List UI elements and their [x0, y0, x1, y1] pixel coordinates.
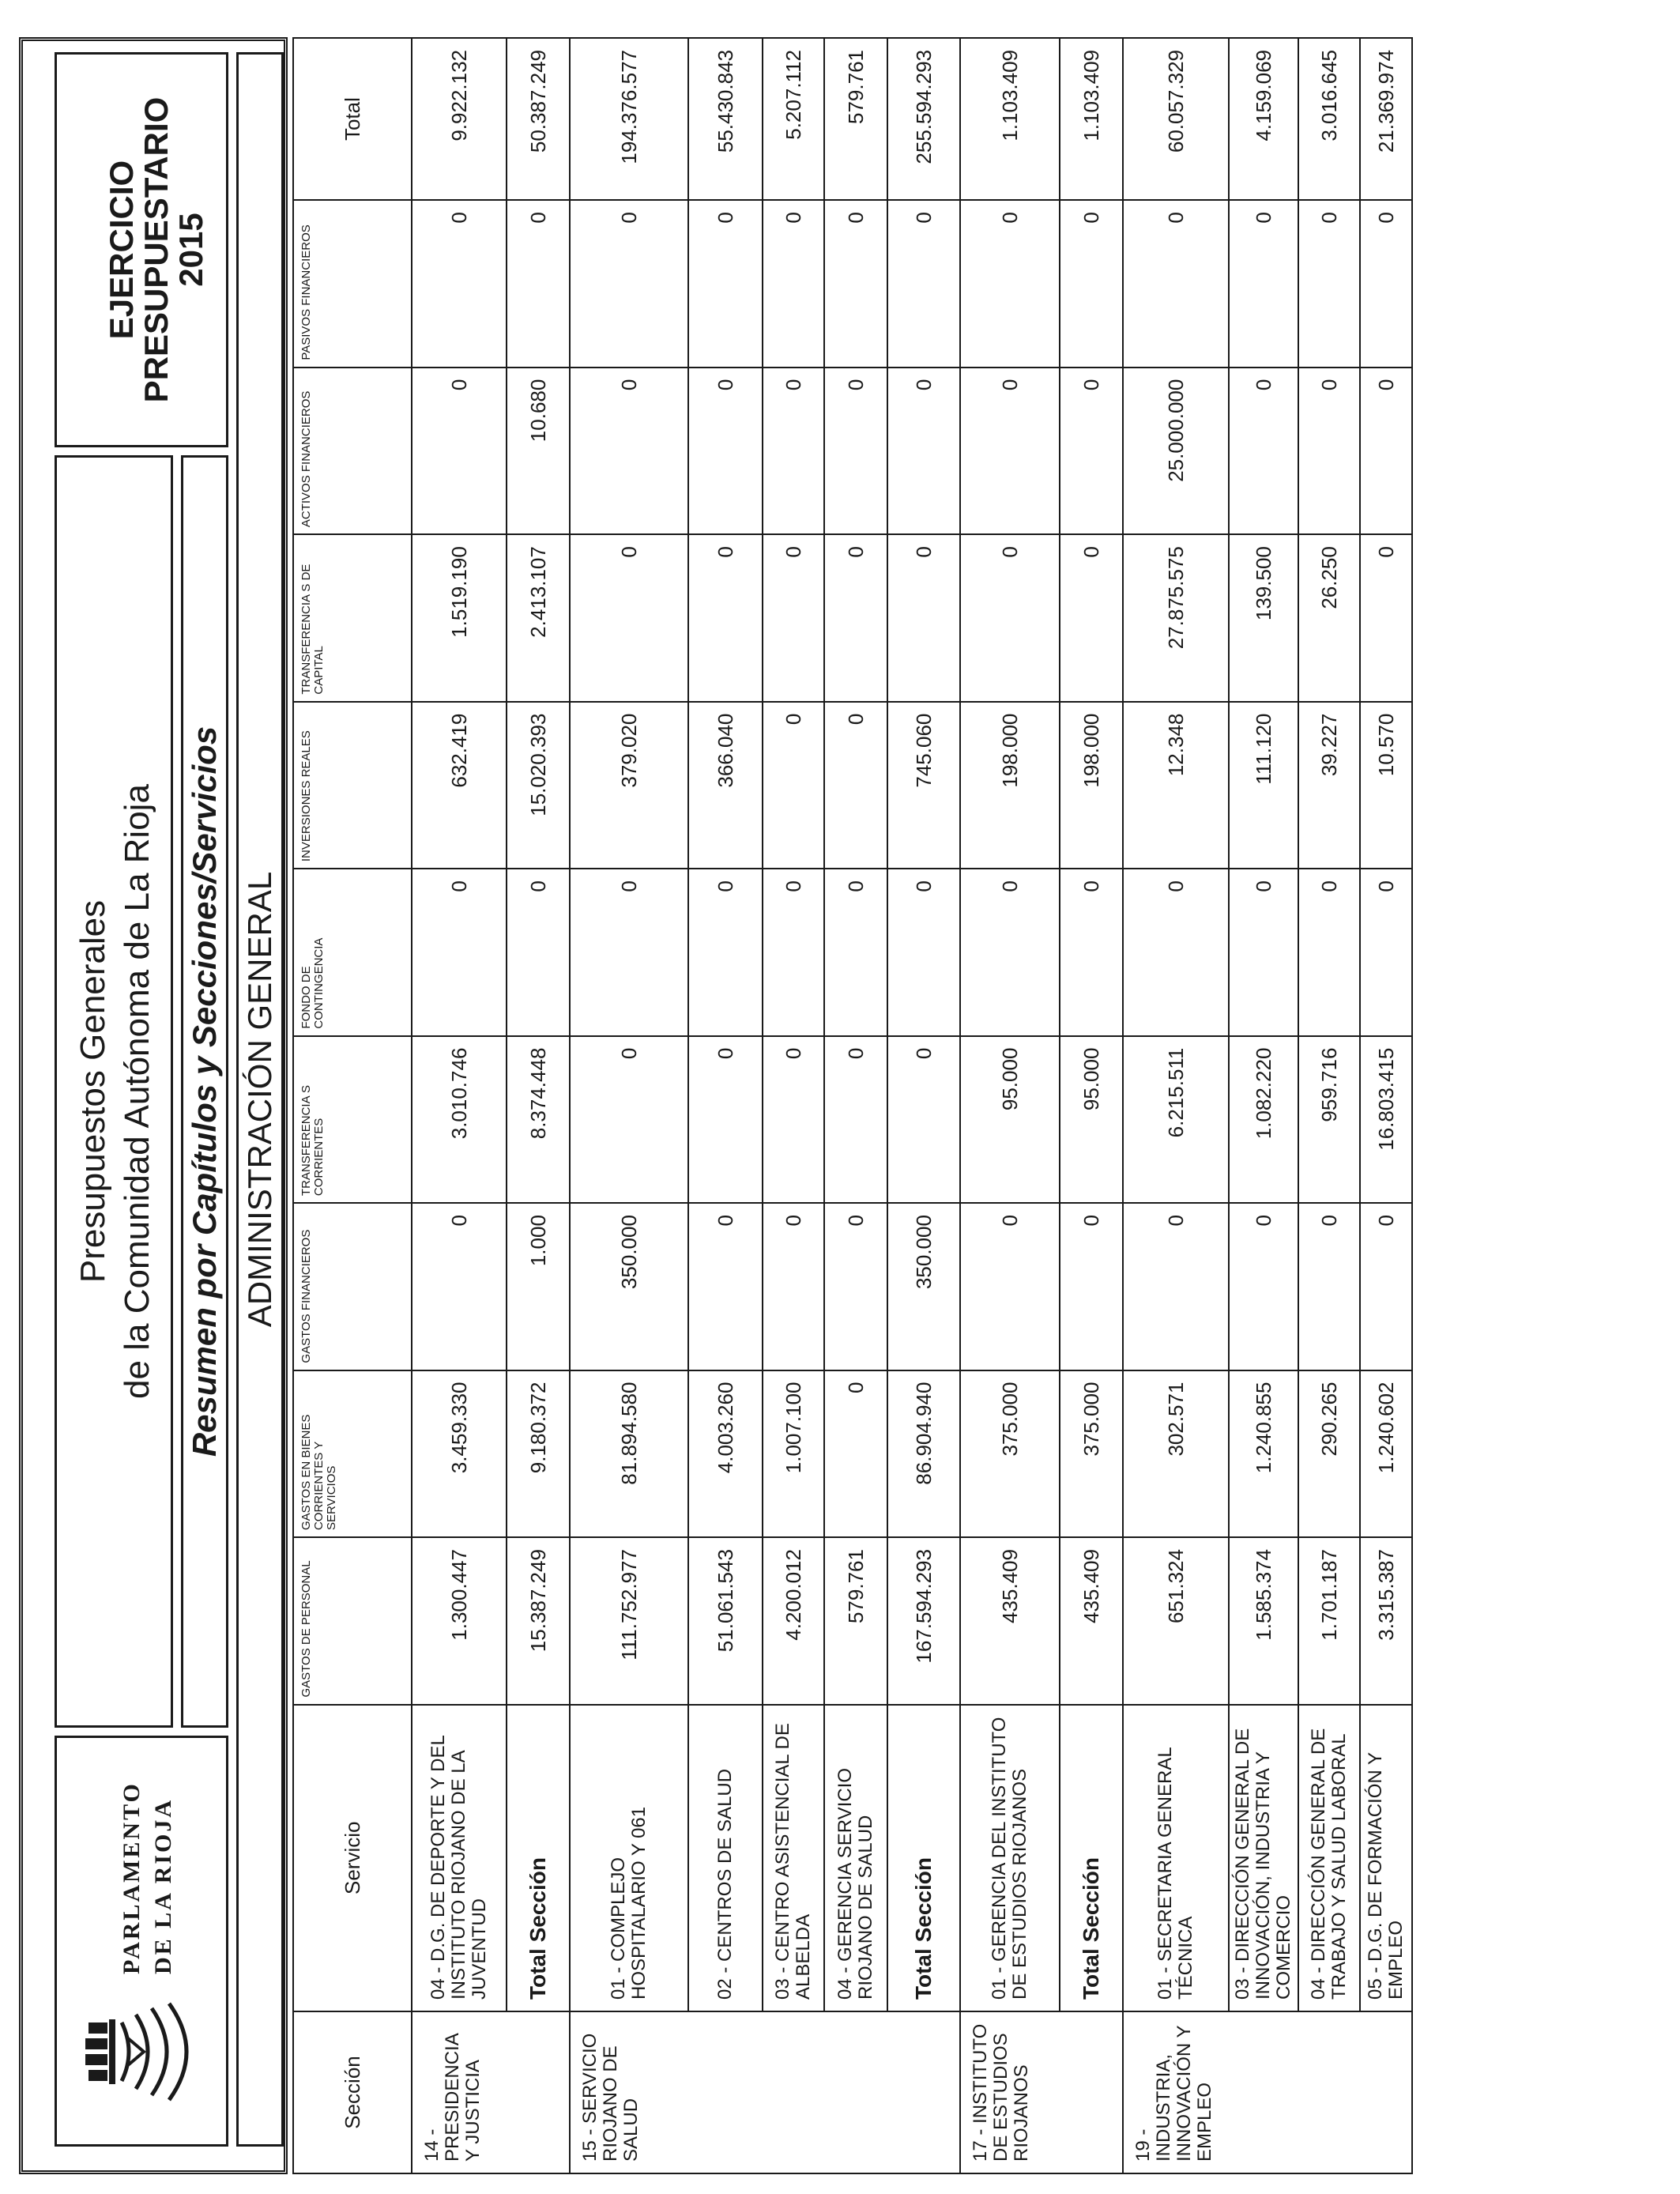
amount-cell: 60.057.329: [1123, 38, 1229, 200]
section-cell: 15 - SERVICIO RIOJANO DE SALUD: [570, 2011, 688, 2173]
amount-cell: 167.594.293: [887, 1537, 960, 1704]
amount-cell: 2.413.107: [507, 534, 570, 701]
amount-cell: 579.761: [824, 38, 887, 200]
amount-cell: 0: [763, 534, 824, 701]
service-cell: Total Sección: [1060, 1705, 1123, 2011]
amount-cell: 0: [1298, 200, 1360, 367]
amount-cell: 0: [887, 1036, 960, 1203]
column-header: TRANSFERENCIA S CORRIENTES: [293, 1036, 412, 1203]
logo-line-1: PARLAMENTO: [119, 1781, 145, 1974]
amount-cell: 0: [887, 200, 960, 367]
amount-cell: 435.409: [960, 1537, 1060, 1704]
column-header: TRANSFERENCIA S DE CAPITAL: [293, 534, 412, 701]
amount-cell: 366.040: [688, 702, 763, 869]
table-row: [1123, 38, 1229, 2173]
amount-cell: 5.207.112: [763, 38, 824, 200]
amount-cell: 0: [570, 368, 688, 534]
amount-cell: 8.374.448: [507, 1036, 570, 1203]
amount-cell: 81.894.580: [570, 1370, 688, 1537]
amount-cell: 0: [507, 200, 570, 367]
amount-cell: 50.387.249: [507, 38, 570, 200]
amount-cell: 3.459.330: [412, 1370, 507, 1537]
service-cell: Total Sección: [887, 1705, 960, 2011]
service-cell: 04 - GERENCIA SERVICIO RIOJANO DE SALUD: [824, 1705, 887, 2011]
column-header: Total: [293, 38, 412, 200]
amount-cell: 194.376.577: [570, 38, 688, 200]
amount-cell: 1.701.187: [1298, 1537, 1360, 1704]
budget-table: [292, 37, 1413, 2174]
amount-cell: 95.000: [960, 1036, 1060, 1203]
amount-cell: 0: [824, 702, 887, 869]
section-cell: [1229, 2011, 1298, 2173]
amount-cell: 0: [688, 368, 763, 534]
amount-cell: 0: [688, 200, 763, 367]
amount-cell: 0: [1229, 200, 1298, 367]
amount-cell: 86.904.940: [887, 1370, 960, 1537]
amount-cell: 0: [960, 869, 1060, 1035]
amount-cell: 0: [1060, 1203, 1123, 1370]
section-total-row: [507, 38, 570, 2173]
title-line-1: Presupuestos Generales: [73, 899, 112, 1284]
title-box: [55, 455, 173, 1728]
amount-cell: 12.348: [1123, 702, 1229, 869]
amount-cell: 1.300.447: [412, 1537, 507, 1704]
logo-box: [55, 1736, 228, 2147]
parliament-emblem-icon: [81, 1986, 207, 2113]
year-line-2: PRESUPUESTARIO: [137, 96, 175, 403]
amount-cell: 6.215.511: [1123, 1036, 1229, 1203]
section-cell: [763, 2011, 824, 2173]
amount-cell: 435.409: [1060, 1537, 1123, 1704]
column-header-row: [293, 38, 412, 2173]
amount-cell: 1.585.374: [1229, 1537, 1298, 1704]
column-header: GASTOS DE PERSONAL: [293, 1537, 412, 1704]
amount-cell: 0: [960, 534, 1060, 701]
amount-cell: 9.922.132: [412, 38, 507, 200]
amount-cell: 198.000: [960, 702, 1060, 869]
amount-cell: 139.500: [1229, 534, 1298, 701]
amount-cell: 0: [887, 869, 960, 1035]
table-row: [1298, 38, 1360, 2173]
fiscal-year-box: [55, 52, 228, 447]
amount-cell: 0: [763, 200, 824, 367]
amount-cell: 632.419: [412, 702, 507, 869]
amount-cell: 0: [570, 869, 688, 1035]
amount-cell: 0: [1360, 1203, 1412, 1370]
service-cell: 01 - COMPLEJO HOSPITALARIO Y 061: [570, 1705, 688, 2011]
amount-cell: 375.000: [1060, 1370, 1123, 1537]
amount-cell: 55.430.843: [688, 38, 763, 200]
amount-cell: 0: [1060, 534, 1123, 701]
amount-cell: 4.159.069: [1229, 38, 1298, 200]
column-header: GASTOS EN BIENES CORRIENTES Y SERVICIOS: [293, 1370, 412, 1537]
service-cell: 04 - D.G. DE DEPORTE Y DEL INSTITUTO RIOJANO DE LA JUVENTUD: [412, 1705, 507, 2011]
amount-cell: 350.000: [570, 1203, 688, 1370]
amount-cell: 0: [1123, 869, 1229, 1035]
table-row: [1229, 38, 1298, 2173]
amount-cell: 350.000: [887, 1203, 960, 1370]
amount-cell: 0: [1229, 368, 1298, 534]
section-cell: [1360, 2011, 1412, 2173]
amount-cell: 9.180.372: [507, 1370, 570, 1537]
section-cell: [1060, 2011, 1123, 2173]
amount-cell: 0: [763, 368, 824, 534]
amount-cell: 0: [960, 368, 1060, 534]
amount-cell: 0: [1360, 534, 1412, 701]
amount-cell: 302.571: [1123, 1370, 1229, 1537]
amount-cell: 0: [960, 200, 1060, 367]
amount-cell: 4.200.012: [763, 1537, 824, 1704]
amount-cell: 0: [570, 200, 688, 367]
service-cell: 01 - SECRETARIA GENERAL TÉCNICA: [1123, 1705, 1229, 2011]
amount-cell: 0: [1060, 368, 1123, 534]
amount-cell: 26.250: [1298, 534, 1360, 701]
year-line-1: EJERCICIO: [103, 160, 140, 340]
amount-cell: 0: [763, 702, 824, 869]
amount-cell: 10.570: [1360, 702, 1412, 869]
column-header: Sección: [293, 2011, 412, 2173]
logo-line-2: DE LA RIOJA: [150, 1797, 176, 1974]
amount-cell: 0: [688, 1036, 763, 1203]
amount-cell: 1.007.100: [763, 1370, 824, 1537]
amount-cell: 0: [824, 1036, 887, 1203]
amount-cell: 1.103.409: [1060, 38, 1123, 200]
amount-cell: 0: [1298, 869, 1360, 1035]
table-row: [960, 38, 1060, 2173]
amount-cell: 111.752.977: [570, 1537, 688, 1704]
title-line-2: de la Comunidad Autónoma de La Rioja: [118, 784, 156, 1399]
amount-cell: 0: [824, 1203, 887, 1370]
column-header: INVERSIONES REALES: [293, 702, 412, 869]
rotated-page: [16, 28, 1652, 2177]
amount-cell: 0: [688, 534, 763, 701]
service-cell: 01 - GERENCIA DEL INSTITUTO DE ESTUDIOS RIOJANOS: [960, 1705, 1060, 2011]
amount-cell: 0: [507, 869, 570, 1035]
year-line-3: 2015: [172, 213, 209, 287]
amount-cell: 959.716: [1298, 1036, 1360, 1203]
amount-cell: 375.000: [960, 1370, 1060, 1537]
amount-cell: 0: [824, 200, 887, 367]
amount-cell: 0: [763, 1036, 824, 1203]
amount-cell: 0: [887, 534, 960, 701]
amount-cell: 1.519.190: [412, 534, 507, 701]
table-body: [412, 38, 1412, 2173]
column-header: Servicio: [293, 1705, 412, 2011]
amount-cell: 1.103.409: [960, 38, 1060, 200]
amount-cell: 0: [1229, 869, 1298, 1035]
amount-cell: 0: [1060, 869, 1123, 1035]
amount-cell: 10.680: [507, 368, 570, 534]
amount-cell: 1.000: [507, 1203, 570, 1370]
amount-cell: 15.020.393: [507, 702, 570, 869]
column-header: ACTIVOS FINANCIEROS: [293, 368, 412, 534]
subtitle: Resumen por Capítulos y Secciones/Servicios: [181, 455, 228, 1728]
column-header: PASIVOS FINANCIEROS: [293, 200, 412, 367]
section-cell: 17 - INSTITUTO DE ESTUDIOS RIOJANOS: [960, 2011, 1060, 2173]
amount-cell: 0: [763, 1203, 824, 1370]
amount-cell: 0: [1360, 200, 1412, 367]
section-cell: [824, 2011, 887, 2173]
table-row: [570, 38, 688, 2173]
table-row: [412, 38, 507, 2173]
table-row: [763, 38, 824, 2173]
service-cell: Total Sección: [507, 1705, 570, 2011]
amount-cell: 0: [1123, 1203, 1229, 1370]
admin-heading: ADMINISTRACIÓN GENERAL: [236, 52, 284, 2147]
amount-cell: 25.000.000: [1123, 368, 1229, 534]
section-cell: [507, 2011, 570, 2173]
amount-cell: 27.875.575: [1123, 534, 1229, 701]
amount-cell: 15.387.249: [507, 1537, 570, 1704]
amount-cell: 1.240.602: [1360, 1370, 1412, 1537]
amount-cell: 0: [570, 1036, 688, 1203]
amount-cell: 0: [960, 1203, 1060, 1370]
amount-cell: 4.003.260: [688, 1370, 763, 1537]
amount-cell: 0: [1060, 200, 1123, 367]
amount-cell: 0: [887, 368, 960, 534]
amount-cell: 651.324: [1123, 1537, 1229, 1704]
amount-cell: 0: [763, 869, 824, 1035]
amount-cell: 0: [1229, 1203, 1298, 1370]
amount-cell: 0: [570, 534, 688, 701]
amount-cell: 1.082.220: [1229, 1036, 1298, 1203]
table-row: [824, 38, 887, 2173]
amount-cell: 0: [412, 368, 507, 534]
column-header: FONDO DE CONTINGENCIA: [293, 869, 412, 1035]
amount-cell: 0: [688, 869, 763, 1035]
amount-cell: 0: [412, 869, 507, 1035]
section-cell: [887, 2011, 960, 2173]
amount-cell: 0: [1123, 200, 1229, 367]
amount-cell: 111.120: [1229, 702, 1298, 869]
amount-cell: 0: [824, 1370, 887, 1537]
amount-cell: 745.060: [887, 702, 960, 869]
amount-cell: 16.803.415: [1360, 1036, 1412, 1203]
amount-cell: 379.020: [570, 702, 688, 869]
document-header: [19, 37, 288, 2174]
service-cell: 03 - CENTRO ASISTENCIAL DE ALBELDA: [763, 1705, 824, 2011]
section-cell: 14 - PRESIDENCIA Y JUSTICIA: [412, 2011, 507, 2173]
amount-cell: 198.000: [1060, 702, 1123, 869]
amount-cell: 1.240.855: [1229, 1370, 1298, 1537]
amount-cell: 21.369.974: [1360, 38, 1412, 200]
amount-cell: 0: [412, 200, 507, 367]
amount-cell: 3.016.645: [1298, 38, 1360, 200]
amount-cell: 0: [824, 368, 887, 534]
amount-cell: 0: [1298, 1203, 1360, 1370]
amount-cell: 0: [412, 1203, 507, 1370]
amount-cell: 579.761: [824, 1537, 887, 1704]
service-cell: 03 - DIRECCIÓN GENERAL DE INNOVACIÓN, INDUSTRIA Y COMERCIO: [1229, 1705, 1298, 2011]
amount-cell: 0: [688, 1203, 763, 1370]
amount-cell: 0: [1360, 368, 1412, 534]
service-cell: 02 - CENTROS DE SALUD: [688, 1705, 763, 2011]
section-total-row: [887, 38, 960, 2173]
amount-cell: 3.010.746: [412, 1036, 507, 1203]
service-cell: 05 - D.G. DE FORMACIÓN Y EMPLEO: [1360, 1705, 1412, 2011]
section-cell: [688, 2011, 763, 2173]
table-row: [1360, 38, 1412, 2173]
amount-cell: 51.061.543: [688, 1537, 763, 1704]
amount-cell: 290.265: [1298, 1370, 1360, 1537]
amount-cell: 95.000: [1060, 1036, 1123, 1203]
amount-cell: 0: [824, 869, 887, 1035]
amount-cell: 255.594.293: [887, 38, 960, 200]
amount-cell: 39.227: [1298, 702, 1360, 869]
amount-cell: 0: [824, 534, 887, 701]
section-cell: 19 - INDUSTRIA, INNOVACIÓN Y EMPLEO: [1123, 2011, 1229, 2173]
amount-cell: 0: [1360, 869, 1412, 1035]
section-cell: [1298, 2011, 1360, 2173]
table-row: [688, 38, 763, 2173]
amount-cell: 3.315.387: [1360, 1537, 1412, 1704]
section-total-row: [1060, 38, 1123, 2173]
amount-cell: 0: [1298, 368, 1360, 534]
column-header: GASTOS FINANCIEROS: [293, 1203, 412, 1370]
service-cell: 04 - DIRECCIÓN GENERAL DE TRABAJO Y SALUD LABORAL: [1298, 1705, 1360, 2011]
